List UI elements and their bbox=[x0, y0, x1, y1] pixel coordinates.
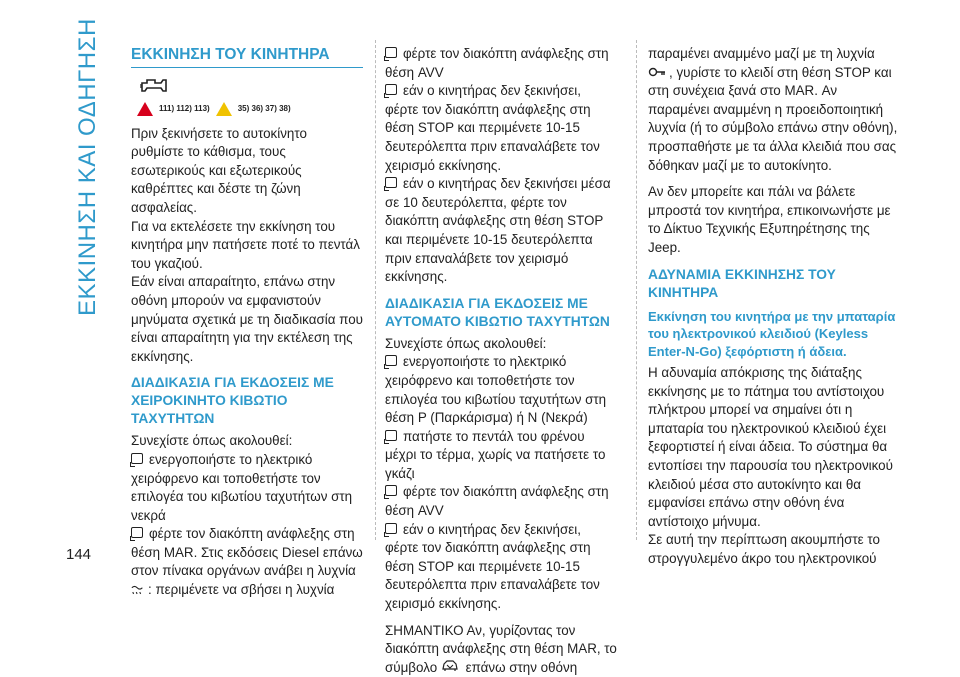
list-item bbox=[385, 82, 617, 175]
subsection-title: ΑΔΥΝΑΜΙΑ ΕΚΚΙΝΗΣΗΣ ΤΟΥ ΚΙΝΗΤΗΡΑ bbox=[648, 266, 836, 300]
subsection-title: ΔΙΑΔΙΚΑΣΙΑ ΓΙΑ ΕΚΔΟΣΕΙΣ ΜΕ ΑΥΤΟΜΑΤΟ ΚΙΒΩΤΙΟ ΤΑΧΥΤΗΤΩΝ bbox=[385, 295, 610, 329]
bullet-icon bbox=[131, 527, 143, 538]
car-symbol-icon bbox=[441, 659, 459, 673]
engine-start-icon-row bbox=[139, 74, 363, 96]
paragraph-text: : περιμένετε να σβήσει η λυχνία bbox=[148, 582, 335, 598]
sub-subsection-title: Εκκίνηση του κινητήρα με την μπαταρία του ηλεκτρονικού κλειδιού (Keyless Enter-N-Go) ξεφόρτιστη ή άδεια. bbox=[648, 308, 896, 359]
column-3 bbox=[648, 45, 898, 569]
key-icon bbox=[648, 66, 666, 78]
paragraph: Για να εκτελέσετε την εκκίνηση του κινητήρα μην πατήσετε ποτέ το πεντάλ του γκαζιού. bbox=[131, 218, 360, 271]
warning-triangle-icon bbox=[137, 102, 153, 116]
glow-plug-icon bbox=[131, 584, 145, 595]
column-divider bbox=[636, 40, 637, 540]
list-item bbox=[385, 521, 617, 614]
paragraph: Συνεχίστε όπως ακολουθεί: bbox=[385, 335, 547, 351]
list-item-text: εάν ο κινητήρας δεν ξεκινήσει, φέρτε τον διακόπτη ανάφλεξης στη θέση STOP και περιμένετε 10-15 δευτερόλεπτα πριν επαναλάβετε τον χειρισμό εκκίνησης. bbox=[385, 521, 600, 612]
list-item-text: εάν ο κινητήρας δεν ξεκινήσει, φέρτε τον διακόπτη ανάφλεξης στη θέση STOP και περιμένετε 10-15 δευτερόλεπτα πριν επαναλάβετε τον χειρισμό εκκίνησης. bbox=[385, 83, 600, 173]
list-item-text: φέρτε τον διακόπτη ανάφλεξης στη θέση MAR. Στις εκδόσεις Diesel επάνω στον πίνακα οργάνων ανάβει η λυχνία bbox=[131, 526, 363, 579]
list-item-text: ενεργοποιήστε το ηλεκτρικό χειρόφρενο και τοποθετήστε τον επιλογέα του κιβωτίου ταχυτήτων στη νεκρά bbox=[131, 451, 353, 523]
paragraph: Η αδυναμία απόκρισης της διάταξης εκκίνησης με το πάτημα του αντίστοιχου πλήκτρου μπορεί να σημαίνει ότι η μπαταρία του ηλεκτρονικού κλειδιού έχει ξεφορτιστεί ή είναι άδεια. Το σύστημα θα εντοπίσει την παρουσία του ηλεκτρονικού κλειδιού μέσα στο αυτοκίνητο και θα εμφανίσει επάνω στην οθόνη ένα αντίστοιχο μήνυμα. bbox=[648, 365, 893, 529]
subsection-title: ΔΙΑΔΙΚΑΣΙΑ ΓΙΑ ΕΚΔΟΣΕΙΣ ΜΕ ΧΕΙΡΟΚΙΝΗΤΟ ΚΙΒΩΤΙΟ ΤΑΧΥΤΗΤΩΝ bbox=[131, 375, 334, 427]
warning-yellow-icon bbox=[216, 102, 232, 116]
paragraph: Σε αυτή την περίπτωση ακουμπήστε το στρογγυλεμένο άκρο του ηλεκτρονικού bbox=[648, 532, 880, 566]
paragraph: Πριν ξεκινήσετε το αυτοκίνητο ρυθμίστε το κάθισμα, τους εσωτερικούς και εξωτερικούς καθρέπτες και δέστε τη ζώνη ασφαλείας. bbox=[131, 125, 307, 215]
paragraph: Συνεχίστε όπως ακολουθεί: bbox=[131, 433, 293, 449]
engine-start-icon bbox=[139, 75, 169, 95]
list-item bbox=[385, 428, 617, 484]
section-title: ΕΚΚΙΝΗΣΗ ΤΟΥ ΚΙΝΗΤΗΡΑ bbox=[131, 45, 363, 68]
column-2 bbox=[385, 45, 617, 677]
paragraph: παραμένει αναμμένο μαζί με τη λυχνία bbox=[648, 46, 875, 61]
paragraph-text: , γυρίστε το κλειδί στη θέση STOP και στη συνέχεια ξανά στο MAR. Αν παραμένει αναμμένη η προειδοποιητική λυχνία (ή το σύμβολο επάνω στην οθόνη), προσπαθήστε με τα άλλα κλειδιά που σας δόθηκαν μαζί με το αυτοκίνητο. bbox=[648, 64, 898, 173]
warning-refs: 111) 112) 113) bbox=[159, 104, 210, 113]
bullet-icon bbox=[131, 453, 143, 464]
chapter-title-vertical bbox=[74, 18, 104, 316]
list-item-text: φέρτε τον διακόπτη ανάφλεξης στη θέση AVV bbox=[385, 46, 609, 80]
paragraph bbox=[131, 581, 363, 600]
list-item bbox=[131, 525, 363, 581]
list-item-text: πατήστε το πεντάλ του φρένου μέχρι το τέρμα, χωρίς να πατήσετε το γκάζι bbox=[385, 428, 606, 481]
list-item bbox=[385, 353, 617, 427]
bullet-icon bbox=[385, 84, 397, 95]
list-item-text: εάν ο κινητήρας δεν ξεκινήσει μέσα σε 10 δευτερόλεπτα, φέρτε τον διακόπτη ανάφλεξης στη θέση STOP και περιμένετε 10-15 δευτερόλεπτα πριν επαναλάβετε τον χειρισμό εκκίνησης. bbox=[385, 176, 611, 285]
column-1 bbox=[131, 45, 363, 600]
bullet-icon bbox=[385, 355, 397, 366]
list-item bbox=[131, 451, 363, 525]
bullet-icon bbox=[385, 523, 397, 534]
bullet-icon bbox=[385, 177, 397, 188]
paragraph-text: ΣΗΜΑΝΤΙΚΟ Αν, γυρίζοντας τον διακόπτη ανάφλεξης στη θέση MAR, το σύμβολο bbox=[385, 622, 617, 675]
sidebar bbox=[0, 0, 110, 604]
note-refs: 35) 36) 37) 38) bbox=[237, 104, 291, 113]
reference-row bbox=[137, 100, 363, 119]
paragraph bbox=[385, 622, 617, 677]
bullet-icon bbox=[385, 485, 397, 496]
paragraph: Εάν είναι απαραίτητο, επάνω στην οθόνη μπορούν να εμφανιστούν μηνύματα σχετικά με τη διαδικασία που είναι απαραίτητη για την εκτέλεση της εκκίνησης. bbox=[131, 274, 363, 364]
paragraph-text: επάνω στην οθόνη bbox=[465, 659, 578, 675]
paragraph bbox=[648, 64, 898, 176]
list-item bbox=[385, 175, 617, 287]
list-item-text: ενεργοποιήστε το ηλεκτρικό χειρόφρενο και τοποθετήστε τον επιλογέα του κιβωτίου ταχυτήτων στη θέση P (Παρκάρισμα) ή N (Νεκρά) bbox=[385, 354, 607, 426]
list-item bbox=[385, 45, 617, 82]
page-number: 144 bbox=[66, 546, 92, 563]
list-item bbox=[385, 483, 617, 520]
bullet-icon bbox=[385, 430, 397, 441]
bullet-icon bbox=[385, 47, 397, 58]
paragraph: Αν δεν μπορείτε και πάλι να βάλετε μπροστά τον κινητήρα, επικοινωνήστε με το Δίκτυο Τεχνικής Εξυπηρέτησης της Jeep. bbox=[648, 184, 891, 255]
column-divider bbox=[375, 40, 376, 540]
chapter-title-text: ΕΚΚΙΝΗΣΗ ΚΑΙ ΟΔΗΓΗΣΗ bbox=[74, 18, 101, 316]
list-item-text: φέρτε τον διακόπτη ανάφλεξης στη θέση AVV bbox=[385, 484, 609, 519]
